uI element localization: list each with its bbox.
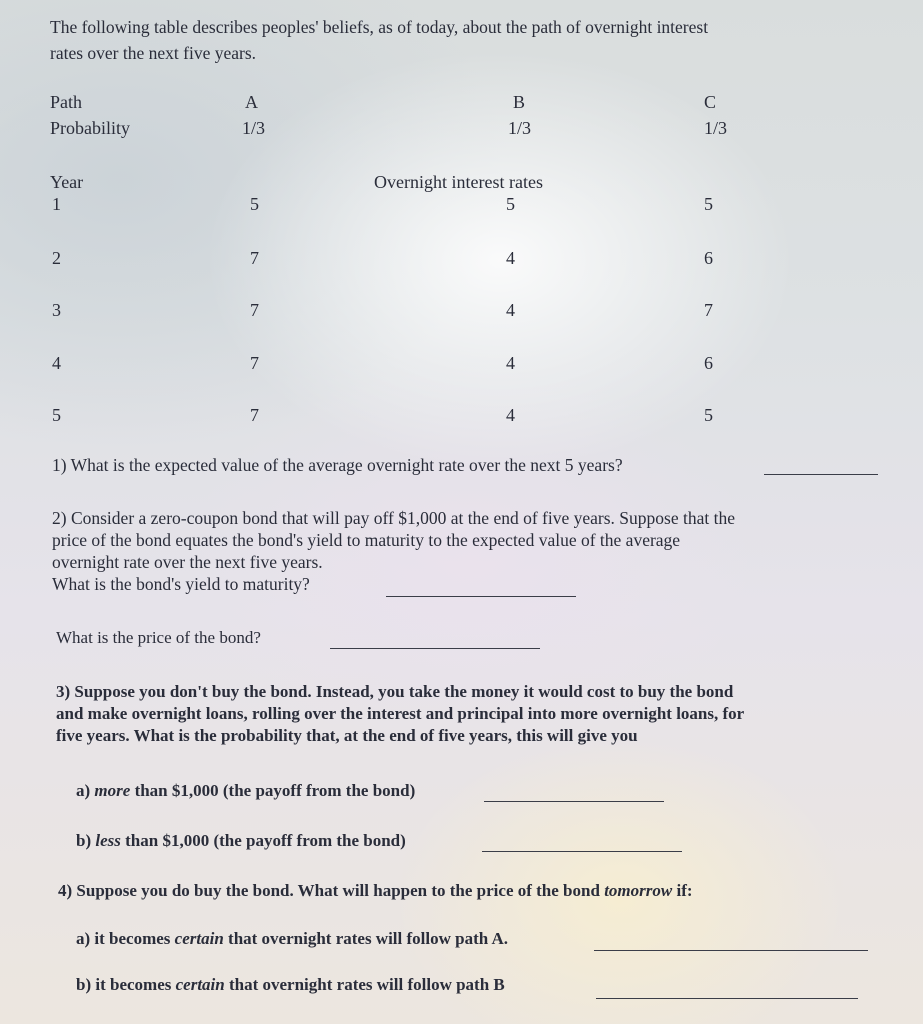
question-4b xyxy=(76,974,505,995)
row-2-path-c: 6 xyxy=(704,248,713,268)
rates-label: Overnight interest rates xyxy=(374,172,543,192)
row-4-path-b: 4 xyxy=(506,353,515,373)
probability-label: Probability xyxy=(50,118,130,138)
path-a-probability: 1/3 xyxy=(242,118,266,138)
row-2-path-b: 4 xyxy=(506,248,515,268)
row-1-year: 1 xyxy=(52,194,61,214)
path-b-probability: 1/3 xyxy=(508,118,532,138)
question-3a-emphasis: more xyxy=(94,781,131,800)
row-3-path-b: 4 xyxy=(506,300,515,320)
question-2-line-2: price of the bond equates the bond's yield to maturity to the expected value of the average xyxy=(52,530,681,550)
question-4a-prefix: a) it becomes xyxy=(76,929,171,948)
question-4a-emphasis: certain xyxy=(174,929,224,948)
question-3a-prefix: a) xyxy=(76,781,91,800)
question-4b-text: that overnight rates will follow path B xyxy=(228,975,505,994)
question-4 xyxy=(58,880,693,901)
answer-4b-blank[interactable] xyxy=(596,998,858,999)
row-2-path-a: 7 xyxy=(250,248,259,268)
question-3b-prefix: b) xyxy=(76,831,92,850)
row-2-year: 2 xyxy=(52,248,61,268)
question-2-price: What is the price of the bond? xyxy=(56,628,261,647)
question-4-emphasis: tomorrow xyxy=(604,881,673,900)
answer-4a-blank[interactable] xyxy=(594,950,868,951)
row-5-path-a: 7 xyxy=(250,405,259,425)
question-3a xyxy=(76,780,415,801)
question-4b-prefix: b) it becomes xyxy=(76,975,172,994)
answer-3a-blank[interactable] xyxy=(484,801,664,802)
row-5-year: 5 xyxy=(52,405,61,425)
question-4a xyxy=(76,928,508,949)
question-3-line-3: five years. What is the probability that, at the end of five years, this will give you xyxy=(56,726,638,745)
question-3b-emphasis: less xyxy=(95,831,121,850)
question-3b-text: than $1,000 (the payoff from the bond) xyxy=(125,831,406,850)
row-1-path-c: 5 xyxy=(704,194,713,214)
question-4a-text: that overnight rates will follow path A. xyxy=(228,929,509,948)
question-4-end: if: xyxy=(676,881,693,900)
year-label: Year xyxy=(50,172,84,192)
answer-1-blank[interactable] xyxy=(764,474,878,475)
question-2-line-3: overnight rate over the next five years. xyxy=(52,552,323,572)
path-a-name: A xyxy=(245,92,258,112)
question-2-line-1: 2) Consider a zero-coupon bond that will pay off $1,000 at the end of five years. Suppose that the xyxy=(52,508,735,528)
question-3a-text: than $1,000 (the payoff from the bond) xyxy=(134,781,416,800)
question-3-line-2: and make overnight loans, rolling over the interest and principal into more overnight loans, for xyxy=(56,704,745,723)
row-3-year: 3 xyxy=(52,300,61,320)
intro-line-1: The following table describes peoples' beliefs, as of today, about the path of overnight interest xyxy=(50,17,709,37)
answer-3b-blank[interactable] xyxy=(482,851,682,852)
path-label: Path xyxy=(50,92,83,112)
path-c-name: C xyxy=(704,92,717,112)
question-4b-emphasis: certain xyxy=(175,975,225,994)
row-1-path-a: 5 xyxy=(250,194,259,214)
path-c-probability: 1/3 xyxy=(704,118,728,138)
row-3-path-a: 7 xyxy=(250,300,259,320)
question-2-yield: What is the bond's yield to maturity? xyxy=(52,574,310,594)
row-4-path-a: 7 xyxy=(250,353,259,373)
intro-text xyxy=(50,14,708,66)
row-4-path-c: 6 xyxy=(704,353,713,373)
row-1-path-b: 5 xyxy=(506,194,515,214)
row-5-path-b: 4 xyxy=(506,405,515,425)
question-3-line-1: 3) Suppose you don't buy the bond. Instead, you take the money it would cost to buy the bond xyxy=(56,682,734,701)
question-3b xyxy=(76,830,406,851)
answer-2-price-blank[interactable] xyxy=(330,648,540,649)
row-4-year: 4 xyxy=(52,353,61,373)
row-5-path-c: 5 xyxy=(704,405,713,425)
question-4-text: 4) Suppose you do buy the bond. What will happen to the price of the bond xyxy=(58,881,600,900)
row-3-path-c: 7 xyxy=(704,300,713,320)
path-b-name: B xyxy=(513,92,526,112)
answer-2-yield-blank[interactable] xyxy=(386,596,576,597)
intro-line-2: rates over the next five years. xyxy=(50,43,257,63)
question-1: 1) What is the expected value of the average overnight rate over the next 5 years? xyxy=(52,455,623,475)
